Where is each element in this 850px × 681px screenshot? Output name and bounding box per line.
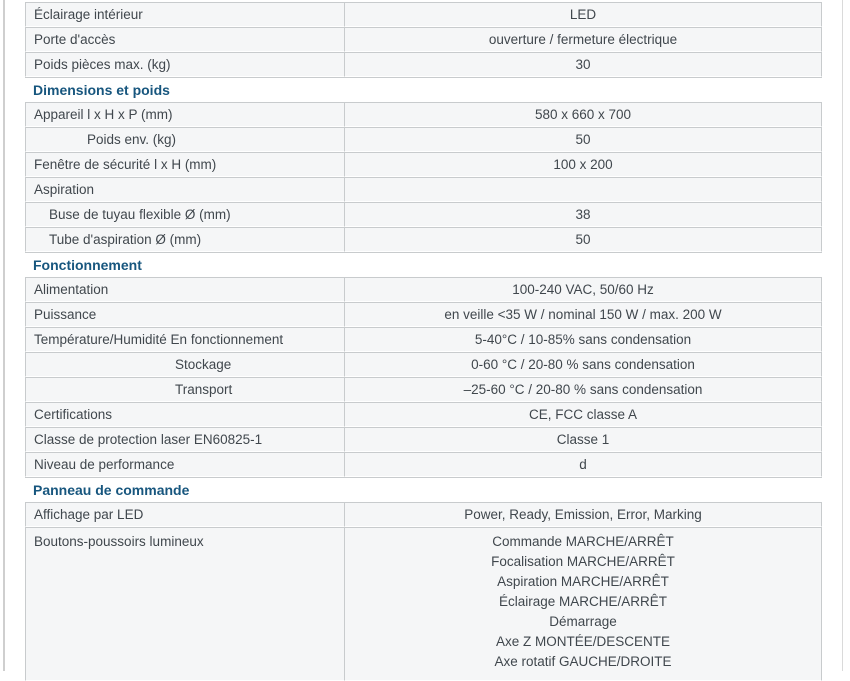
table-row (25, 302, 822, 327)
row-label: Température/Humidité En fonctionnement (25, 327, 344, 352)
value-line: Axe Z MONTÉE/DESCENTE (495, 634, 671, 649)
row-label: Aspiration (25, 177, 344, 202)
page-right-border (842, 0, 843, 671)
table-row (25, 427, 822, 452)
row-value: 50 (344, 227, 822, 252)
row-label: Poids env. (kg) (25, 127, 344, 152)
section-row (25, 252, 822, 277)
table-row (25, 102, 822, 127)
table-row (25, 527, 822, 681)
table-row (25, 177, 822, 202)
row-label: Fenêtre de sécurité l x H (mm) (25, 152, 344, 177)
table-row (25, 377, 822, 402)
row-label: Boutons-poussoirs lumineux (25, 527, 344, 681)
section-header: Dimensions et poids (25, 77, 822, 102)
section-row (25, 477, 822, 502)
table-row (25, 277, 822, 302)
row-value: –25-60 °C / 20-80 % sans condensation (344, 377, 822, 402)
row-value: d (344, 452, 822, 477)
table-row (25, 402, 822, 427)
table-row (25, 52, 822, 77)
table-row (25, 202, 822, 227)
row-value: ouverture / fermeture électrique (344, 27, 822, 52)
row-value: Classe 1 (344, 427, 822, 452)
row-value: LED (344, 2, 822, 27)
row-label: Buse de tuyau flexible Ø (mm) (25, 202, 344, 227)
value-line: Éclairage MARCHE/ARRÊT (498, 594, 668, 609)
table-row (25, 27, 822, 52)
row-label: Certifications (25, 402, 344, 427)
row-label: Porte d'accès (25, 27, 344, 52)
row-value (344, 177, 822, 202)
row-value: 30 (344, 52, 822, 77)
table-row (25, 152, 822, 177)
section-row (25, 77, 822, 102)
page-left-border (3, 0, 5, 671)
row-label: Classe de protection laser EN60825-1 (25, 427, 344, 452)
row-label: Puissance (25, 302, 344, 327)
row-value: 100 x 200 (344, 152, 822, 177)
table-row (25, 327, 822, 352)
row-value: en veille <35 W / nominal 150 W / max. 200 W (344, 302, 822, 327)
row-value: Power, Ready, Emission, Error, Marking (344, 502, 822, 527)
row-label: Niveau de performance (25, 452, 344, 477)
table-row (25, 452, 822, 477)
row-value: 38 (344, 202, 822, 227)
value-line: Commande MARCHE/ARRÊT (492, 534, 674, 549)
row-value: 50 (344, 127, 822, 152)
row-label: Transport (25, 377, 344, 402)
value-line: Démarrage (549, 614, 617, 629)
table-row (25, 2, 822, 27)
value-line: Axe rotatif GAUCHE/DROITE (494, 654, 672, 669)
row-value: 5-40°C / 10-85% sans condensation (344, 327, 822, 352)
row-value: 100-240 VAC, 50/60 Hz (344, 277, 822, 302)
row-label: Alimentation (25, 277, 344, 302)
table-row (25, 227, 822, 252)
row-label: Tube d'aspiration Ø (mm) (25, 227, 344, 252)
specifications-table-body (25, 2, 822, 681)
table-row (25, 352, 822, 377)
row-label: Éclairage intérieur (25, 2, 344, 27)
row-value: 580 x 660 x 700 (344, 102, 822, 127)
row-label: Affichage par LED (25, 502, 344, 527)
row-label: Appareil l x H x P (mm) (25, 102, 344, 127)
value-line: Focalisation MARCHE/ARRÊT (491, 554, 675, 569)
row-value: CE, FCC classe A (344, 402, 822, 427)
table-row (25, 127, 822, 152)
section-header: Fonctionnement (25, 252, 822, 277)
row-label: Stockage (25, 352, 344, 377)
value-line: Aspiration MARCHE/ARRÊT (497, 574, 669, 589)
specifications-table (25, 2, 822, 681)
table-row (25, 502, 822, 527)
row-label: Poids pièces max. (kg) (25, 52, 344, 77)
row-value: 0-60 °C / 20-80 % sans condensation (344, 352, 822, 377)
row-value (344, 527, 822, 681)
section-header: Panneau de commande (25, 477, 822, 502)
